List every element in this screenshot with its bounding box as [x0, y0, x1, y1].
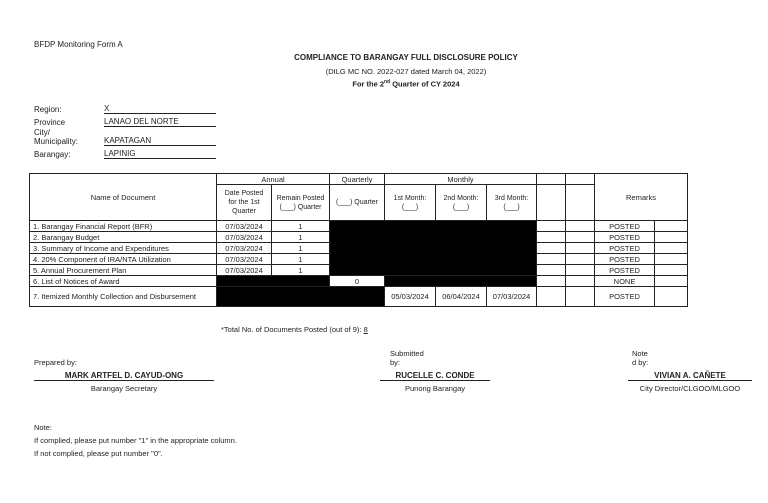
monthly-group-header: Monthly [385, 174, 537, 185]
quarter-header: (___) Quarter [330, 185, 385, 221]
annual-group-header: Annual [217, 174, 330, 185]
table-row: 5. Annual Procurement Plan 07/03/2024 1 POSTED [30, 265, 688, 276]
notes-line-1: If complied, please put number "1" in the appropriate column. [34, 436, 237, 445]
city-label: City/ Municipality: [34, 128, 79, 146]
remain-posted-header: Remain Posted (___) Quarter [272, 185, 330, 221]
notes-line-2: If not complied, please put number "0". [34, 449, 163, 458]
province-value: LANAO DEL NORTE [104, 117, 216, 127]
region-value: X [104, 104, 216, 114]
table-row: 2. Barangay Budget 07/03/2024 1 POSTED [30, 232, 688, 243]
month3-header: 3rd Month: (___) [487, 185, 537, 221]
table-row: 7. Itemized Monthly Collection and Disbursement 05/03/2024 06/04/2024 07/03/2024 POSTED [30, 287, 688, 307]
notes-heading: Note: [34, 423, 52, 432]
table-row: 1. Barangay Financial Report (BFR) 07/03/2024 1 POSTED [30, 221, 688, 232]
noted-by-label: Note d by: [632, 349, 649, 367]
total-documents: *Total No. of Documents Posted (out of 9): 8 [221, 325, 368, 334]
submitted-by-role: Punong Barangay [404, 384, 466, 393]
form-label: BFDP Monitoring Form A [34, 40, 123, 49]
city-value: KAPATAGAN [104, 136, 216, 146]
prepared-by-role: Barangay Secretary [90, 384, 158, 393]
noted-by-role: City Director/CLGOO/MLGOO [639, 384, 741, 393]
submitted-by-name: RUCELLE C. CONDE [380, 371, 490, 381]
date-posted-header: Date Posted for the 1st Quarter [217, 185, 272, 221]
redacted-block [330, 221, 537, 276]
table-row: 4. 20% Component of IRA/NTA Utilization 07/03/2024 1 POSTED [30, 254, 688, 265]
month2-header: 2nd Month: (___) [436, 185, 487, 221]
region-label: Region: [34, 105, 62, 114]
col-name-header: Name of Document [30, 174, 217, 221]
barangay-value: LAPINIG [104, 149, 216, 159]
prepared-by-label: Prepared by: [34, 358, 77, 367]
table-row: 3. Summary of Income and Expenditures 07/03/2024 1 POSTED [30, 243, 688, 254]
month1-header: 1st Month: (___) [385, 185, 436, 221]
quarterly-group-header: Quarterly [330, 174, 385, 185]
document-period: For the 2nd Quarter of CY 2024 [352, 79, 460, 89]
document-subtitle: (DILG MC NO. 2022-027 dated March 04, 2022) [325, 67, 487, 76]
submitted-by-label: Submitted by: [390, 349, 424, 367]
prepared-by-name: MARK ARTFEL D. CAYUD-ONG [34, 371, 214, 381]
province-label: Province [34, 118, 66, 127]
table-row: 6. List of Notices of Award 0 NONE [30, 276, 688, 287]
document-title: COMPLIANCE TO BARANGAY FULL DISCLOSURE POLICY [294, 53, 518, 62]
barangay-label: Barangay: [34, 150, 71, 159]
disclosure-table [29, 173, 688, 307]
remarks-header: Remarks [595, 174, 688, 221]
noted-by-name: VIVIAN A. CAÑETE [628, 371, 752, 381]
